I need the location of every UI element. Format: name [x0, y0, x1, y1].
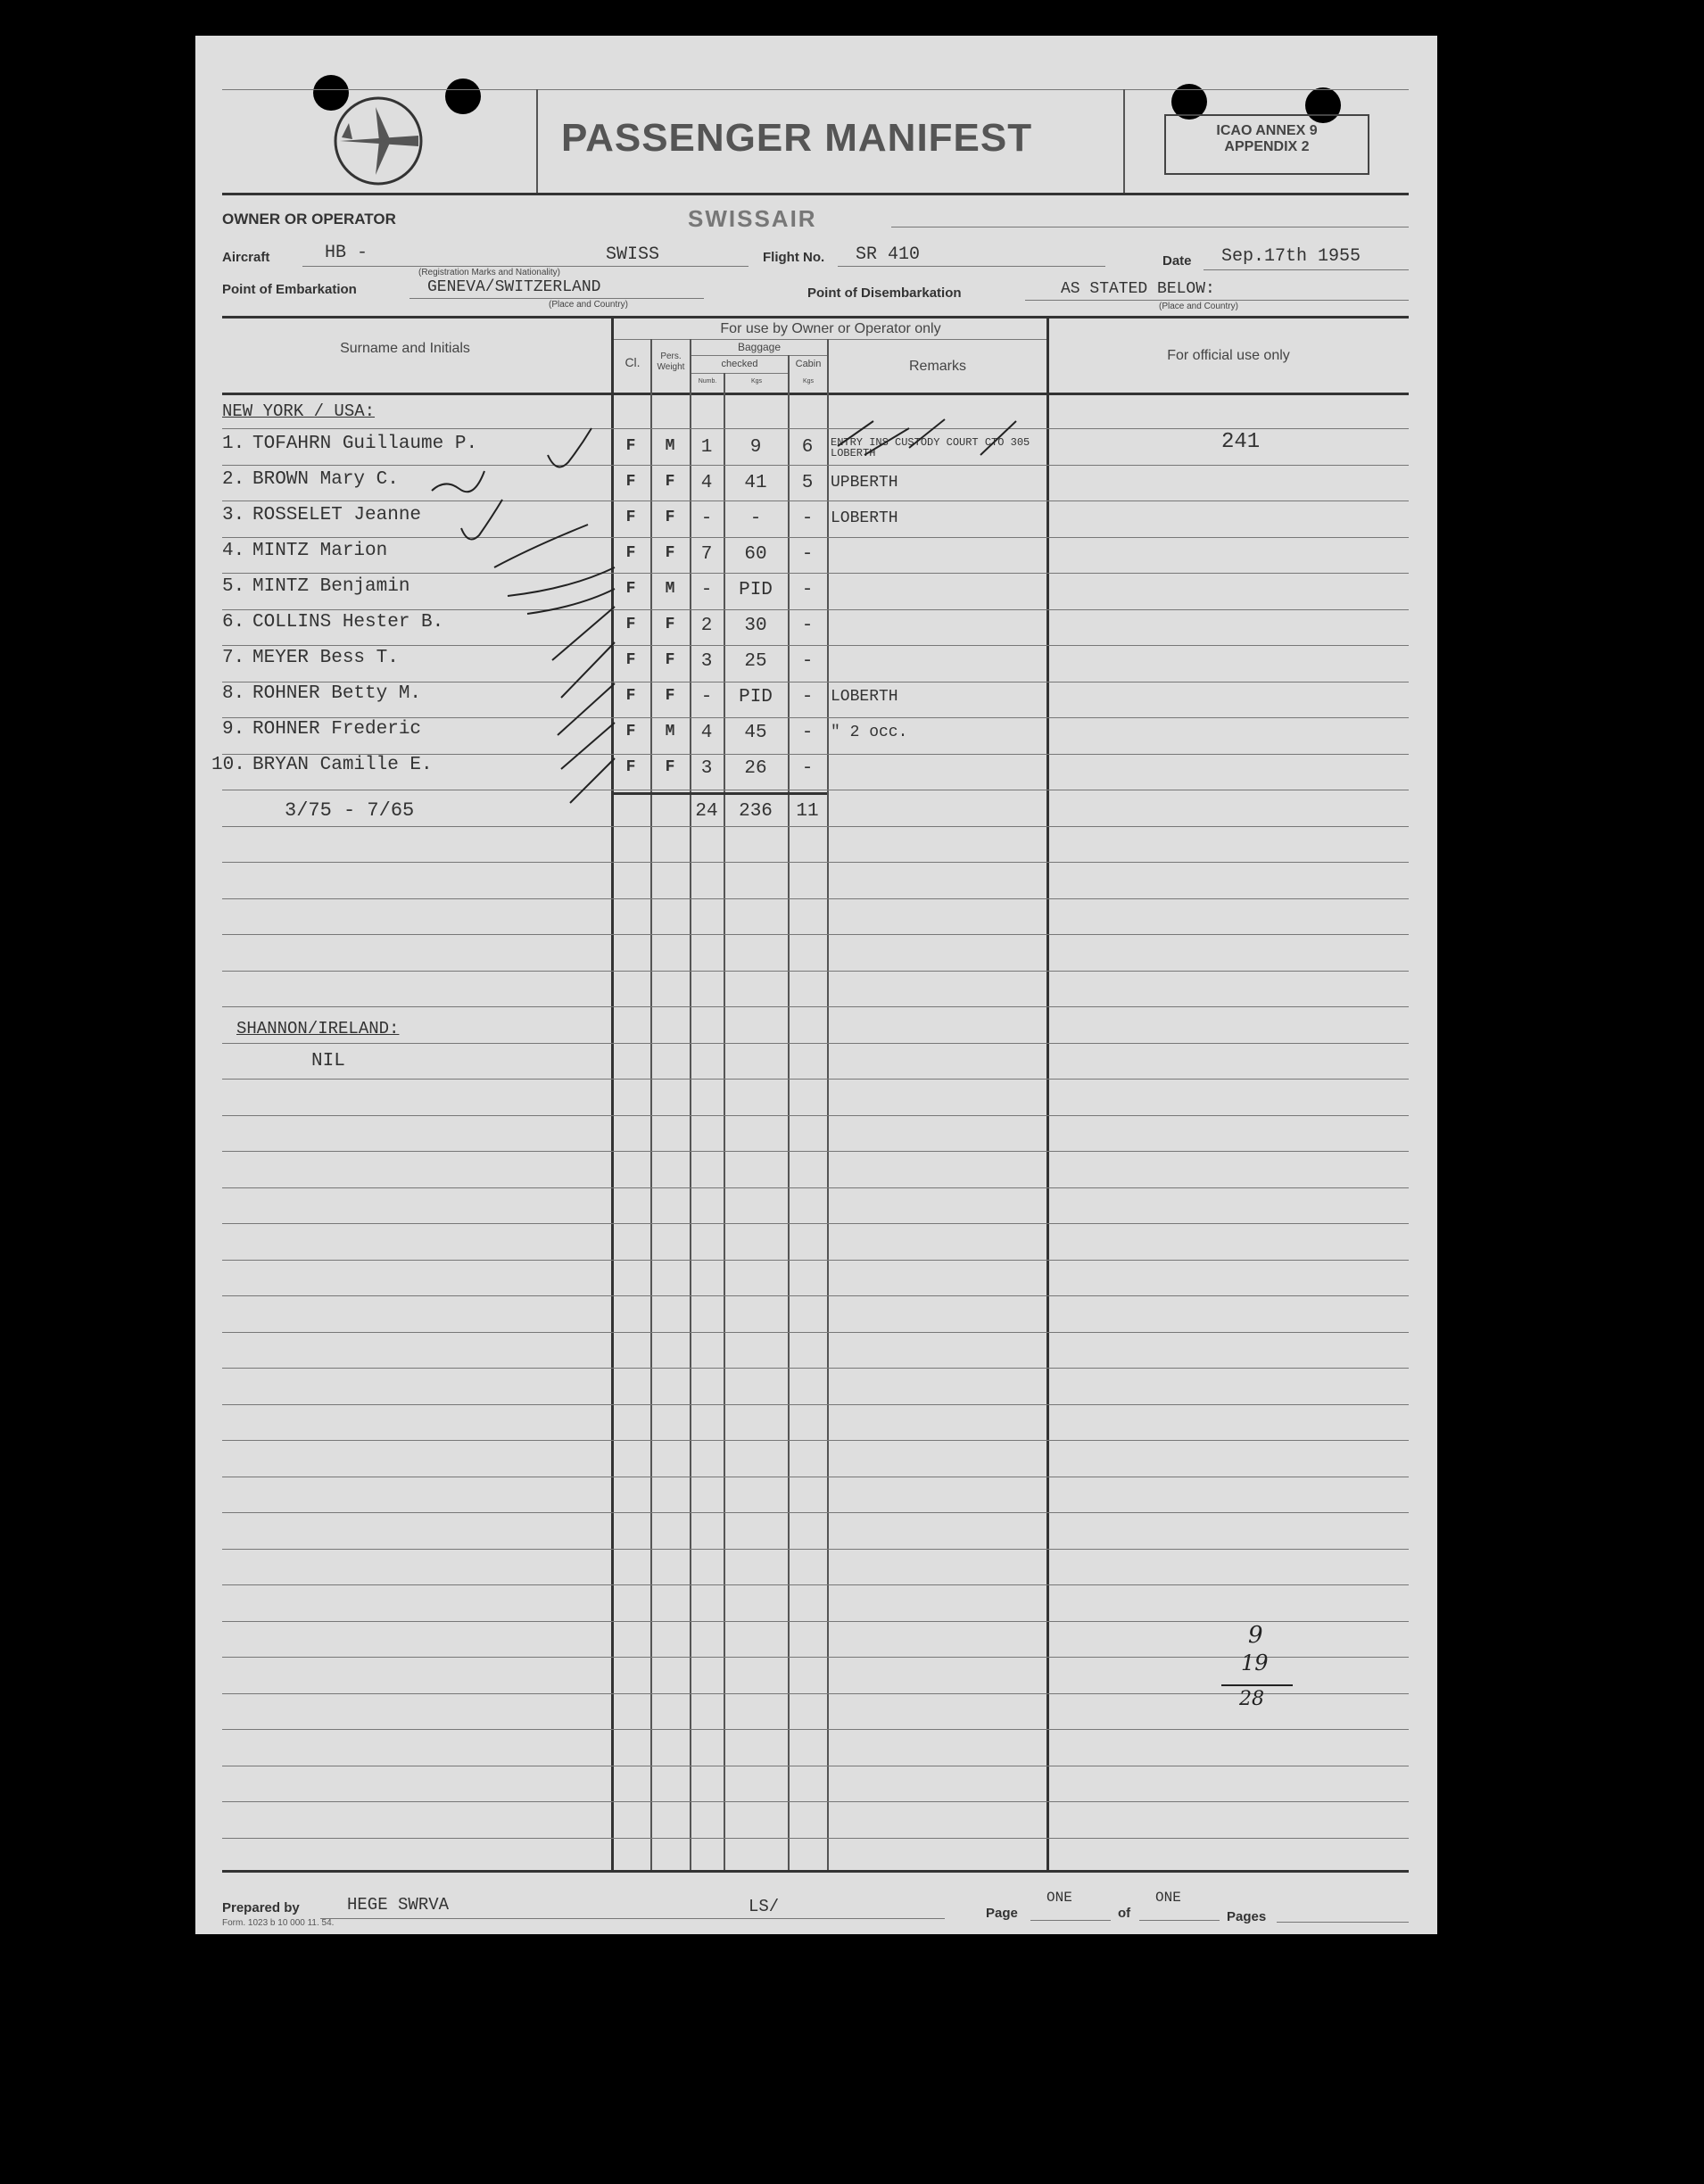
icao-line1: ICAO ANNEX 9 — [1216, 123, 1318, 138]
row-rule — [222, 1584, 1409, 1585]
numb-header: Numb. — [698, 378, 717, 385]
passenger-weight: F — [665, 544, 675, 562]
baggage-numb: 3 — [700, 758, 713, 779]
passenger-weight: F — [665, 473, 675, 491]
passenger-class: F — [625, 509, 636, 526]
baggage-numb: 2 — [700, 616, 713, 636]
row-rule — [222, 862, 1409, 863]
remarks-value: " 2 occ. — [831, 724, 908, 741]
flight-value: SR 410 — [856, 244, 921, 265]
passenger-weight: F — [665, 616, 675, 633]
kgs-header: Kgs — [750, 378, 763, 385]
handwritten-number: 9 — [1248, 1622, 1263, 1649]
passenger-class: F — [625, 651, 636, 669]
remarks-header: Remarks — [908, 359, 966, 374]
passenger-number: 7. — [222, 648, 245, 668]
baggage-kgs: 45 — [744, 723, 767, 743]
passenger-weight: F — [665, 651, 675, 669]
owner-use-header: For use by Owner or Operator only — [720, 321, 941, 336]
row-rule — [222, 898, 1409, 899]
page-label: Page — [986, 1906, 1018, 1921]
passenger-number: 6. — [222, 612, 245, 633]
passenger-weight: F — [665, 758, 675, 776]
passenger-class: F — [625, 723, 636, 740]
embarkation-label: Point of Embarkation — [222, 282, 357, 297]
cabin-value: - — [801, 544, 814, 565]
row-rule — [222, 1295, 1409, 1296]
remarks-value: UPBERTH — [831, 474, 898, 492]
row-rule — [222, 1223, 1409, 1224]
cabin-value: - — [801, 509, 814, 529]
row-rule — [222, 934, 1409, 935]
passenger-number: 10. — [211, 755, 245, 775]
row-rule — [222, 1440, 1409, 1441]
baggage-numb: 4 — [700, 723, 713, 743]
totals-numb: 24 — [695, 801, 718, 822]
passenger-number: 5. — [222, 576, 245, 597]
row-rule — [222, 971, 1409, 972]
prepared-underline — [320, 1918, 945, 1919]
of-value: ONE — [1155, 1890, 1181, 1906]
passenger-number: 3. — [222, 505, 245, 525]
manifest-sheet — [195, 36, 1437, 1934]
baggage-numb: 4 — [700, 473, 713, 493]
passenger-name: ROSSELET Jeanne — [252, 505, 422, 525]
passenger-name: MINTZ Marion — [252, 541, 388, 561]
official-value: 241 — [1221, 430, 1261, 454]
remarks-value: LOBERTH — [831, 509, 898, 527]
row-rule — [222, 1006, 1409, 1007]
totals-kgs: 236 — [739, 801, 773, 822]
remarks-value: ENTRY INS CUSTODY COURT CTO 305 LOBERTH — [831, 437, 1030, 459]
baggage-header: Baggage — [737, 341, 782, 353]
cl-header: Cl. — [625, 355, 641, 369]
row-rule — [222, 1115, 1409, 1116]
passenger-number: 2. — [222, 469, 245, 490]
passenger-name: COLLINS Hester B. — [252, 612, 444, 633]
owner-label: OWNER OR OPERATOR — [222, 211, 396, 228]
passenger-name: ROHNER Frederic — [252, 719, 422, 740]
section-shannon-value: NIL — [311, 1051, 345, 1071]
passenger-class: F — [625, 473, 636, 491]
baggage-numb: - — [700, 509, 713, 529]
baggage-kgs: 60 — [744, 544, 767, 565]
row-rule — [222, 1657, 1409, 1658]
passenger-weight: F — [665, 509, 675, 526]
baggage-kgs: 41 — [744, 473, 767, 493]
date-value: Sep.17th 1955 — [1221, 246, 1361, 267]
handwritten-number: 19 — [1241, 1650, 1269, 1675]
passenger-weight: M — [665, 723, 675, 740]
row-rule — [222, 1549, 1409, 1550]
remarks-value: LOBERTH — [831, 688, 898, 706]
passenger-class: F — [625, 437, 636, 455]
row-rule — [222, 1512, 1409, 1513]
totals-cabin: 11 — [796, 801, 819, 822]
baggage-kgs: 30 — [744, 616, 767, 636]
official-header: For official use only — [1167, 348, 1290, 363]
row-rule — [222, 1404, 1409, 1405]
embarkation-caption: (Place and Country) — [549, 300, 628, 310]
row-rule — [222, 1043, 1409, 1044]
embarkation-value: GENEVA/SWITZERLAND — [427, 278, 601, 296]
cabin-header: Cabin — [795, 359, 822, 369]
passenger-number: 1. — [222, 434, 245, 454]
date-label: Date — [1162, 253, 1192, 269]
aircraft-value: HB - — [325, 243, 368, 263]
passenger-class: F — [625, 687, 636, 705]
passenger-name: MEYER Bess T. — [252, 648, 399, 668]
page-underline — [1030, 1920, 1111, 1921]
document-title: PASSENGER MANIFEST — [561, 116, 1033, 160]
passenger-weight: M — [665, 437, 675, 455]
row-rule — [222, 1838, 1409, 1839]
passenger-number: 8. — [222, 683, 245, 704]
disembarkation-caption: (Place and Country) — [1159, 302, 1238, 311]
section-shannon: SHANNON/IRELAND: — [236, 1019, 400, 1038]
passenger-name: ROHNER Betty M. — [252, 683, 422, 704]
baggage-numb: 7 — [700, 544, 713, 565]
passenger-class: F — [625, 580, 636, 598]
passenger-name: BROWN Mary C. — [252, 469, 399, 490]
passenger-name: TOFAHRN Guillaume P. — [252, 434, 478, 454]
row-rule — [222, 1187, 1409, 1188]
row-rule — [222, 1729, 1409, 1730]
table-bottom-line — [222, 1870, 1409, 1873]
row-rule — [222, 1368, 1409, 1369]
passenger-name: MINTZ Benjamin — [252, 576, 410, 597]
nationality-value: SWISS — [606, 244, 660, 265]
handwritten-sum-line — [1221, 1684, 1293, 1686]
baggage-numb: - — [700, 687, 713, 707]
cabin-value: 6 — [801, 437, 814, 458]
row-rule — [222, 1151, 1409, 1152]
baggage-kgs: PID — [739, 580, 773, 600]
pers-label: Pers. — [660, 352, 682, 361]
row-rule — [222, 1621, 1409, 1622]
cabin-kgs-header: Kgs — [802, 378, 815, 385]
baggage-kgs: - — [749, 509, 762, 529]
baggage-numb: 3 — [700, 651, 713, 672]
pages-label: Pages — [1227, 1909, 1267, 1924]
cabin-value: 5 — [801, 473, 814, 493]
page-value: ONE — [1046, 1890, 1072, 1906]
passenger-number: 4. — [222, 541, 245, 561]
baggage-kgs: 9 — [749, 437, 762, 458]
baggage-kgs: 26 — [744, 758, 767, 779]
row-rule — [222, 1693, 1409, 1694]
owner-value: SWISSAIR — [688, 205, 817, 232]
row-rule — [222, 1332, 1409, 1333]
passenger-weight: M — [665, 580, 675, 598]
row-rule — [222, 1260, 1409, 1261]
handwritten-number: 28 — [1239, 1688, 1264, 1710]
passenger-class: F — [625, 616, 636, 633]
of-underline — [1139, 1920, 1220, 1921]
baggage-kgs: 25 — [744, 651, 767, 672]
passenger-class: F — [625, 758, 636, 776]
cabin-value: - — [801, 687, 814, 707]
flight-label: Flight No. — [763, 250, 825, 265]
weight-label: Weight — [657, 362, 685, 372]
cabin-value: - — [801, 580, 814, 600]
section-new-york: NEW YORK / USA: — [222, 401, 376, 421]
prepared-value: HEGE SWRVA — [347, 1895, 450, 1915]
passenger-number: 9. — [222, 719, 245, 740]
of-label: of — [1118, 1906, 1131, 1921]
form-number: Form. 1023 b 10 000 11. 54. — [222, 1918, 335, 1928]
passenger-class: F — [625, 544, 636, 562]
disembarkation-value: AS STATED BELOW: — [1061, 280, 1215, 298]
registration-caption: (Registration Marks and Nationality) — [418, 268, 560, 277]
cabin-value: - — [801, 651, 814, 672]
passenger-name: BRYAN Camille E. — [252, 755, 433, 775]
row-rule — [222, 1079, 1409, 1080]
checked-header: checked — [721, 359, 758, 369]
cabin-value: - — [801, 723, 814, 743]
baggage-kgs: PID — [739, 687, 773, 707]
cabin-value: - — [801, 616, 814, 636]
prepared-label: Prepared by — [222, 1900, 300, 1915]
initials-value: LS/ — [749, 1897, 780, 1916]
totals-label: 3/75 - 7/65 — [285, 799, 415, 822]
passenger-weight: F — [665, 687, 675, 705]
row-rule — [222, 1801, 1409, 1802]
pages-underline — [1277, 1922, 1409, 1923]
icao-line2: APPENDIX 2 — [1224, 139, 1310, 154]
disembarkation-label: Point of Disembarkation — [807, 285, 962, 301]
aircraft-label: Aircraft — [222, 250, 270, 265]
baggage-numb: - — [700, 580, 713, 600]
baggage-numb: 1 — [700, 437, 713, 458]
handwritten-checkmarks — [195, 36, 1437, 839]
cabin-value: - — [801, 758, 814, 779]
surname-header: Surname and Initials — [340, 341, 470, 356]
